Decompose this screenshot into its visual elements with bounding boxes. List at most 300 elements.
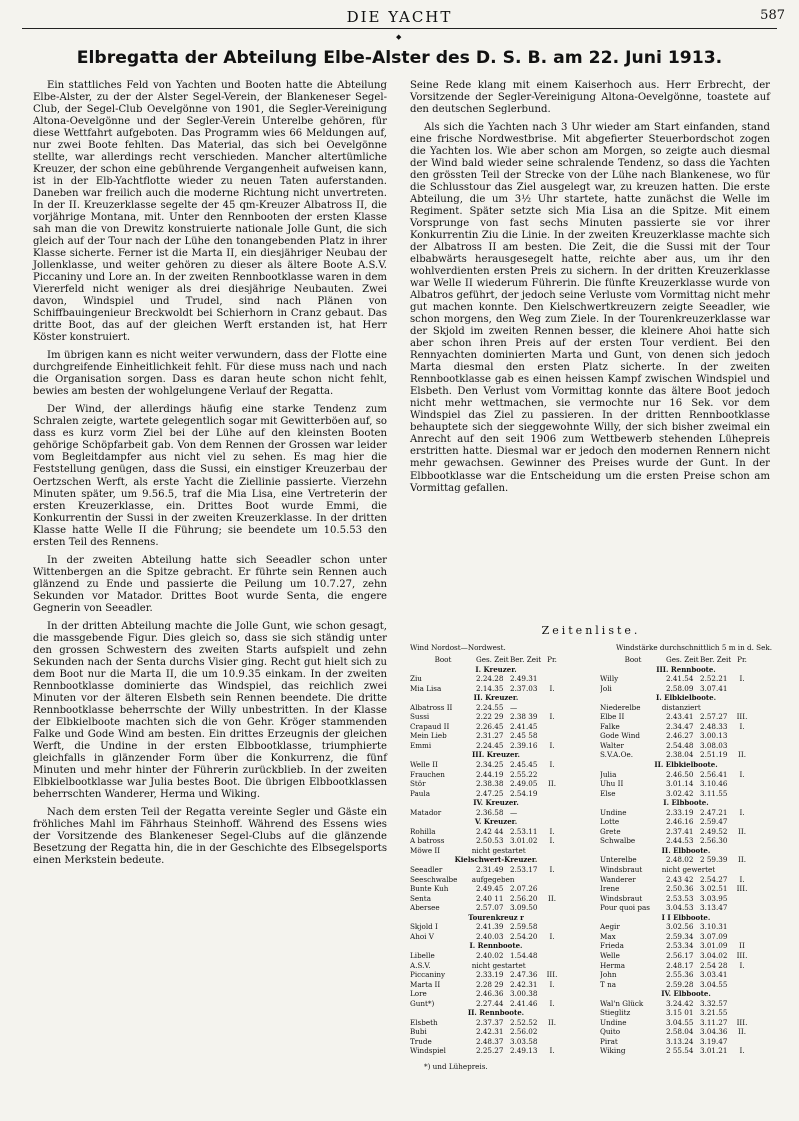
- table-row: [410, 722, 582, 732]
- boat-name: Undine: [600, 1017, 627, 1027]
- corrected-time: 3.03.58: [510, 1036, 538, 1046]
- table-row: [600, 1046, 772, 1056]
- table-row: [410, 865, 582, 875]
- boat-name: Frauchen: [410, 769, 445, 779]
- corrected-time: 2.54 28: [700, 960, 728, 970]
- total-time: 2.38.04: [666, 750, 694, 760]
- prize: [734, 789, 750, 799]
- prize: I.: [549, 1046, 555, 1056]
- table-row: [600, 865, 772, 875]
- total-time: 2.47.25: [476, 788, 504, 798]
- header-preis: Pr.: [547, 655, 557, 664]
- prize: [734, 817, 750, 827]
- prize: III.: [736, 712, 748, 722]
- total-time: 2.33.19: [666, 807, 694, 817]
- total-time: 2.53.34: [666, 941, 694, 951]
- total-time: 2.42 44: [476, 826, 504, 836]
- corrected-time: 2.56.30: [700, 836, 728, 846]
- article-headline: Elbregatta der Abteilung Elbe-Alster des D. S. B. am 22. Juni 1913.: [76, 48, 723, 68]
- total-time: 2.46.16: [666, 817, 694, 827]
- corrected-time: 2.49.05: [510, 779, 538, 789]
- prize: [544, 808, 560, 818]
- total-time: 2.40.02: [476, 950, 504, 960]
- boat-name: Trude: [410, 1036, 432, 1046]
- prize: [734, 779, 750, 789]
- total-time: 2.48.02: [666, 855, 694, 865]
- total-time: 2.48.37: [476, 1036, 504, 1046]
- boat-name: Seeschwalbe: [410, 874, 458, 884]
- prize: [734, 999, 750, 1009]
- table-row: [600, 932, 772, 942]
- boat-name: Crapaud II: [410, 721, 450, 731]
- corrected-time: 3.13.47: [700, 903, 728, 913]
- total-time: 2.26.45: [476, 721, 504, 731]
- paragraph: Der Wind, der allerdings häufig eine starke Tendenz zum Schralen zeigte, wartete gelegentlich sogar mit Gewitterböen auf, so dass es kurz vorm Ziel bei der Lühe auf den kleinsten Booten gehörige Schöpfarbeit gab. Von dem Rennen der Grossen war leider vom Begleitdampfer aus nicht viel zu sehen. Es mag hier die Feststellung genügen, dass die Sussi, ein einstiger Kreuzerbau der Oertzschen Werft, als erste Yacht die Ziellinie passierte. Vierzehn Minuten später, um 9.56.5, traf die Mia Lisa, eine Vertreterin der ersten Kreuzerklasse, ein. Drittes Boot wurde Emmi, die Konkurrentin der Sussi in der zweiten Kreuzerklasse. In der dritten Klasse hatte Welle II die Führung; sie beendete um 10.5.53 den ersten Teil des Rennens.: [33, 404, 387, 548]
- prize: [544, 722, 560, 732]
- table-row: [410, 827, 582, 837]
- table-row: [600, 731, 772, 741]
- boat-name: Frieda: [600, 941, 624, 951]
- boat-name: Elsbeth: [410, 1017, 438, 1027]
- prize: [544, 989, 560, 999]
- prize: [544, 1037, 560, 1047]
- running-title: DIE YACHT: [346, 8, 453, 26]
- boat-name: Windsbraut: [600, 893, 643, 903]
- table-row: [600, 741, 772, 751]
- total-time: 2.31.49: [476, 865, 504, 875]
- table-row: [600, 1018, 772, 1028]
- corrected-time: 2.55.22: [510, 769, 538, 779]
- boat-name: Pour quoi pas: [600, 903, 650, 913]
- boat-name: Falke: [600, 721, 620, 731]
- boat-name: Sussi: [410, 712, 430, 722]
- boat-name: Abersee: [410, 903, 440, 913]
- boat-name: Skjold I: [410, 922, 438, 932]
- corrected-time: 2.37.03: [510, 683, 538, 693]
- total-time: 2.41.54: [666, 674, 694, 684]
- table-row: [410, 961, 582, 971]
- total-time: 2.24.28: [476, 674, 504, 684]
- class-heading: IV. Kreuzer.: [473, 798, 519, 808]
- boat-name: Albatross II: [410, 702, 453, 712]
- boat-name: Herma: [600, 960, 626, 970]
- table-row: [410, 760, 582, 770]
- boat-name: Paula: [410, 788, 431, 798]
- paragraph: Nach dem ersten Teil der Regatta vereinte Segler und Gäste ein fröhliches Mahl im Fährhaus Steinhoff. Während des Essens wies der Vorsitzende des Blankeneser Segel-Clubs auf die glänzende Besetzung der Regatta hin, die in der Geschichte des Elbsegelsports einen Merkstein bedeute.: [33, 806, 387, 866]
- table-row: [410, 989, 582, 999]
- boat-name: Welle II: [410, 760, 438, 770]
- total-time: 3.15 01: [666, 1008, 694, 1018]
- prize: [567, 875, 582, 885]
- corrected-time: 2.39.16: [510, 740, 538, 750]
- boat-name: Gode Wind: [600, 731, 640, 741]
- total-time: 2.53.53: [666, 893, 694, 903]
- corrected-time: 3.00.13: [700, 731, 728, 741]
- header-rule: [22, 28, 777, 29]
- boat-name: Undine: [600, 807, 627, 817]
- prize: III.: [736, 950, 748, 960]
- boat-name: Joli: [600, 683, 612, 693]
- boat-name: Stieglitz: [600, 1008, 631, 1018]
- prize: [734, 684, 750, 694]
- table-row: [600, 827, 772, 837]
- total-time: 2.58.09: [666, 683, 694, 693]
- prize: [544, 770, 560, 780]
- class-heading: II. Rennboote.: [467, 1008, 525, 1018]
- prize: I.: [739, 807, 745, 817]
- corrected-time: 3.11.55: [700, 788, 728, 798]
- total-time: 2.34.25: [476, 760, 504, 770]
- prize: II.: [548, 1017, 556, 1027]
- prize: [544, 903, 560, 913]
- header-ber-zeit: Ber. Zeit: [700, 655, 732, 664]
- table-row: [600, 1037, 772, 1047]
- corrected-time: 3.03.41: [700, 970, 728, 980]
- total-time: 2.33.19: [476, 970, 504, 980]
- boat-name: Möwe II: [410, 845, 441, 855]
- prize: [567, 846, 582, 856]
- prize: I.: [549, 826, 555, 836]
- table-row: [600, 1027, 772, 1037]
- total-time: 2.56.17: [666, 950, 694, 960]
- paragraph: Ein stattliches Feld von Yachten und Booten hatte die Abteilung Elbe-Alster, zu der der Alster Segel-Verein, der Blankeneser Segel-Club, der Segel-Club Oevelgönne von 1901, die Segler-Vereinigung Altona-Oevelgönne und der Segler-Verein Unterelbe gehören, für diese Wettfahrt aufgeboten. Das Programm wies 66 Meldungen auf, nur zwei Boote fehlten. Das Material, das sich bei Oevelgönne stellte, war allerdings recht verschieden. Mancher altertümliche Kreuzer, der schon eine gebührende Vergangenheit aufweisen kann, ist in der Elb-Yachtflotte wieder zu neuen Taten auferstanden. Daneben war freilich auch die moderne Richtung nicht unvertreten. In der II. Kreuzerklasse segelte der 45 qm-Kreuzer Albatross II, die vorjährige Montana, mit. Unter den Rennbooten der ersten Klasse sah man die von Drewitz konstruierte nationale Jolle Gunt, die sich gleich auf der Tour nach der Lühe den tonangebenden Platz in ihrer Klasse sicherte. Ferner ist die Marta II, ein diesjähriger Neubau der Jollenklasse, und weiter gehören zu dieser als ältere Boote A.S.V. Piccaniny und Lore an. In der zweiten Rennbootklasse waren in dem Viererfeld nicht weniger als drei diesjährige Neubauten. Zwei davon, Windspiel und Trudel, sind nach Plänen von Schiffbauingenieur Breckwoldt bei Schierhorn in Cranz gebaut. Das dritte Boot, das auf der gleichen Werft erstanden ist, hat Herr Köster konstruiert.: [33, 80, 387, 344]
- boat-name: Emmi: [410, 740, 432, 750]
- corrected-time: 3.09.50: [510, 903, 538, 913]
- corrected-time: 2.54.20: [510, 931, 538, 941]
- ornament-dot: ◆: [396, 33, 402, 41]
- class-heading: Kielschwert-Kreuzer.: [454, 855, 538, 865]
- prize: II: [739, 941, 745, 951]
- corrected-time: 2.47.36: [510, 970, 538, 980]
- prize: [734, 1037, 750, 1047]
- corrected-time: 2.57.27: [700, 712, 728, 722]
- table-row: [600, 1008, 772, 1018]
- paragraph: Im übrigen kann es nicht weiter verwundern, dass der Flotte eine durchgreifende Einheitlichkeit fehlt. Für diese muss nach und nach die Organisation sorgen. Dass es daran heute schon nicht fehlt, bewies am besten der wohlgelungene Verlauf der Regatta.: [33, 350, 387, 398]
- total-time: nicht gestartet: [471, 845, 526, 855]
- boat-name: Libelle: [410, 950, 435, 960]
- header-preis: Pr.: [737, 655, 747, 664]
- prize: [544, 1027, 560, 1037]
- corrected-time: 2.54.19: [510, 788, 538, 798]
- prize: [567, 961, 582, 971]
- total-time: 3.24.42: [666, 998, 694, 1008]
- boat-name: Grete: [600, 826, 621, 836]
- conditions-line: [410, 643, 772, 652]
- prize: II.: [738, 855, 746, 865]
- boat-name: Unterelbe: [600, 855, 637, 865]
- paragraph: In der zweiten Abteilung hatte sich Seeadler schon unter Wittenbergen an die Spitze gebracht. Er führte sein Rennen auch glänzend zu Ende und passierte die Peilung um 10.7.27, zehn Sekunden vor Matador. Drittes Boot wurde Senta, die engere Gegnerin von Seeadler.: [33, 554, 387, 614]
- prize: I.: [549, 836, 555, 846]
- total-time: 2.38.38: [476, 779, 504, 789]
- prize: III.: [546, 970, 558, 980]
- table-rows: [600, 665, 772, 1056]
- table-row: [410, 674, 582, 684]
- table-row: [600, 703, 772, 713]
- corrected-time: [535, 846, 567, 856]
- boat-name: A batross: [410, 836, 445, 846]
- total-time: 3.01.14: [666, 779, 694, 789]
- table-row: [600, 875, 772, 885]
- corrected-time: 2.49.13: [510, 1046, 538, 1056]
- table-row: [600, 770, 772, 780]
- boat-name: Uhu II: [600, 779, 624, 789]
- corrected-time: 3.03.95: [700, 893, 728, 903]
- boat-name: Willy: [600, 674, 619, 684]
- corrected-time: 2.45.45: [510, 760, 538, 770]
- prize: I.: [549, 683, 555, 693]
- boat-name: Senta: [410, 893, 431, 903]
- table-row: [600, 999, 772, 1009]
- boat-name: Ahoi V: [410, 931, 434, 941]
- boat-name: Lore: [410, 989, 427, 999]
- total-time: 2.58.04: [666, 1027, 694, 1037]
- prize: I.: [549, 760, 555, 770]
- corrected-time: 2.59.47: [700, 817, 728, 827]
- prize: I.: [739, 674, 745, 684]
- table-row: [600, 980, 772, 990]
- total-time: 2.37.37: [476, 1017, 504, 1027]
- boat-name: Wiking: [600, 1046, 626, 1056]
- corrected-time: 3.04.02: [700, 950, 728, 960]
- boat-name: Wal'n Glück: [600, 998, 644, 1008]
- corrected-time: 3.04.55: [700, 979, 728, 989]
- table-row: [410, 703, 582, 713]
- results-table-left: [410, 655, 582, 1056]
- corrected-time: 2.47.21: [700, 807, 728, 817]
- total-time: 2.43.41: [666, 712, 694, 722]
- prize: [544, 731, 560, 741]
- total-time: 2.59.34: [666, 931, 694, 941]
- boat-name: Matador: [410, 807, 442, 817]
- table-row: [410, 980, 582, 990]
- table-row: [410, 894, 582, 904]
- prize: [734, 903, 750, 913]
- corrected-time: [725, 865, 757, 875]
- corrected-time: 3.02.51: [700, 884, 728, 894]
- corrected-time: 2.51.19: [700, 750, 728, 760]
- corrected-time: 2 59.39: [700, 855, 728, 865]
- footnote: *) und Lühepreis.: [424, 1061, 488, 1071]
- corrected-time: 3.07.41: [700, 683, 728, 693]
- table-row: [600, 951, 772, 961]
- boat-name: Irene: [600, 884, 620, 894]
- corrected-time: 3.00.38: [510, 989, 538, 999]
- total-time: 2.42.31: [476, 1027, 504, 1037]
- total-time: 2.44.53: [666, 836, 694, 846]
- wind-direction: Wind Nordost—Nordwest.: [410, 643, 506, 652]
- total-time: 3.02.42: [666, 788, 694, 798]
- prize: [544, 674, 560, 684]
- prize: [734, 894, 750, 904]
- corrected-time: 2.07.26: [510, 884, 538, 894]
- prize: III.: [736, 1017, 748, 1027]
- corrected-time: 2.59.58: [510, 922, 538, 932]
- table-row: [600, 961, 772, 971]
- boat-name: Windspiel: [410, 1046, 446, 1056]
- total-time: 2.41.39: [476, 922, 504, 932]
- page-number: 587: [760, 8, 785, 23]
- total-time: 2.49.45: [476, 884, 504, 894]
- corrected-time: 3.01.09: [700, 941, 728, 951]
- prize: I.: [549, 931, 555, 941]
- boat-name: S.V.A.Oe.: [600, 750, 634, 760]
- corrected-time: 3.01.02: [510, 836, 538, 846]
- table-row: [600, 903, 772, 913]
- corrected-time: 2.54.27: [700, 874, 728, 884]
- corrected-time: 3.04.36: [700, 1027, 728, 1037]
- class-heading: I. Kreuzer.: [475, 664, 517, 674]
- table-row: [410, 932, 582, 942]
- header-boot: Boot: [624, 655, 642, 664]
- boat-name: Marta II: [410, 979, 441, 989]
- table-row: [410, 684, 582, 694]
- total-time: 2.28 29: [476, 979, 504, 989]
- results-tables: [410, 655, 772, 1056]
- prize: II.: [738, 1027, 746, 1037]
- prize: I.: [549, 865, 555, 875]
- column-headers: [600, 655, 772, 665]
- total-time: 2 55.54: [666, 1046, 694, 1056]
- corrected-time: 2.49.31: [510, 674, 538, 684]
- prize: I.: [739, 721, 745, 731]
- prize: II.: [738, 750, 746, 760]
- total-time: 2.50.53: [476, 836, 504, 846]
- corrected-time: 3.01.21: [700, 1046, 728, 1056]
- boat-name: Wanderer: [600, 874, 636, 884]
- boat-name: Windsbraut: [600, 865, 643, 875]
- prize: [544, 884, 560, 894]
- corrected-time: 2.45 58: [510, 731, 538, 741]
- paragraph: Seine Rede klang mit einem Kaiserhoch aus. Herr Erbrecht, der Vorsitzende der Segler-Vereinigung Altona-Oevelgönne, toastete auf den deutschen Seglerbund.: [410, 80, 770, 116]
- total-time: nicht gewertet: [661, 865, 716, 875]
- class-heading: I. Elbboote.: [663, 798, 709, 808]
- total-time: 3.02.56: [666, 922, 694, 932]
- class-heading: V. Kreuzer.: [474, 817, 518, 827]
- table-row: [600, 884, 772, 894]
- table-row: [410, 1027, 582, 1037]
- class-heading: I. Rennboote.: [469, 941, 523, 951]
- table-row: [410, 903, 582, 913]
- prize: II.: [548, 893, 556, 903]
- total-time: distanziert: [661, 702, 701, 712]
- prize: [544, 789, 560, 799]
- table-row: [410, 999, 582, 1009]
- corrected-time: 2.56.02: [510, 1027, 538, 1037]
- boat-name: Ziu: [410, 674, 422, 684]
- table-row: [600, 808, 772, 818]
- corrected-time: 2.49.52: [700, 826, 728, 836]
- header-boot: Boot: [434, 655, 452, 664]
- prize: I.: [549, 740, 555, 750]
- corrected-time: 3.11.27: [700, 1017, 728, 1027]
- table-row: [600, 750, 772, 760]
- class-heading: I I Elbboote.: [661, 912, 711, 922]
- class-heading: III. Rennboote.: [656, 664, 716, 674]
- boat-name: Walter: [600, 740, 624, 750]
- total-time: 3.04.53: [666, 903, 694, 913]
- total-time: 2.44.19: [476, 769, 504, 779]
- table-row: [600, 789, 772, 799]
- total-time: 2.34.47: [666, 721, 694, 731]
- boat-name: John: [600, 970, 617, 980]
- corrected-time: 3.19.47: [700, 1036, 728, 1046]
- table-row: [600, 855, 772, 865]
- boat-name: Bunte Kuh: [410, 884, 449, 894]
- table-row: [410, 808, 582, 818]
- wind-strength: Windstärke durchschnittlich 5 m in d. Sek.: [615, 643, 772, 652]
- total-time: 2.43 42: [666, 874, 694, 884]
- total-time: 2.46.50: [666, 769, 694, 779]
- corrected-time: 2.56.41: [700, 769, 728, 779]
- class-heading: II. Elbboote.: [661, 845, 711, 855]
- results-table-right: [600, 655, 772, 1056]
- table-row: [600, 970, 772, 980]
- corrected-time: 2.42.31: [510, 979, 538, 989]
- total-time: nicht gestartet: [471, 960, 526, 970]
- table-row: [410, 770, 582, 780]
- boat-name: Mia Lisa: [410, 683, 442, 693]
- total-time: 2.50.36: [666, 884, 694, 894]
- total-time: 3.13.24: [666, 1036, 694, 1046]
- corrected-time: 2.53.17: [510, 865, 538, 875]
- boat-name: Mein Lieb: [410, 731, 447, 741]
- corrected-time: 3.10.31: [700, 922, 728, 932]
- boat-name: Quito: [600, 1027, 621, 1037]
- zeitenliste-title: Zeitenliste.: [541, 624, 641, 637]
- boat-name: Elbe II: [600, 712, 625, 722]
- prize: I.: [739, 769, 745, 779]
- prize: II.: [738, 826, 746, 836]
- prize: [734, 1008, 750, 1018]
- left-text-column: [33, 80, 387, 867]
- table-row: [410, 1037, 582, 1047]
- prize: [734, 980, 750, 990]
- table-row: [410, 741, 582, 751]
- prize: [734, 932, 750, 942]
- prize: I.: [549, 998, 555, 1008]
- table-row: [410, 1018, 582, 1028]
- prize: I.: [739, 874, 745, 884]
- table-row: [410, 846, 582, 856]
- boat-name: Aegir: [600, 922, 620, 932]
- paragraph: Als sich die Yachten nach 3 Uhr wieder am Start einfanden, stand eine frische Nordwestbrise. Mit abgefierter Steuerbordschot zogen die Yachten los. Wie aber schon am Morgen, so zeigte auch diesmal der Wind bald wieder seine schralende Tendenz, so dass die Yachten den grössten Teil der Strecke von der Lühe nach Blankenese, wo für die Schlusstour das Ziel ausgelegt war, zu kreuzen hatten. Die erste Abteilung, die um 3½ Uhr startete, hatte zunächst die Welle im Regiment. Später setzte sich Mia Lisa an die Spitze. Mit einem Vorsprunge von fast sechs Minuten passierte sie vor ihrer Konkurrentin Ziu die Linie. In der zweiten Kreuzerklasse machte sich der Albatross II am besten. Die Zeit, die die Sussi mit der Tour elbabwärts herausgesegelt hatte, reichte aber aus, um ihr den wohlverdienten ersten Preis zu sichern. In der dritten Kreuzerklasse war Welle II wiederum Führerin. Die fünfte Kreuzerklasse wurde von Albatros geführt, der jedoch seine Verluste vom Vormittag nicht mehr gut machen konnte. Den Kielschwertkreuzern zeigte Seeadler, wie schon morgens, den Weg zum Ziele. In der Tourenkreuzerklasse war der Skjold im zweiten Rennen besser, die kleinere Ahoi hatte sich aber schon ihren Preis auf der ersten Tour verdient. Bei den Rennyachten dominierten Marta und Gunt, von denen sich jedoch Marta diesmal den ersten Platz sicherte. In der zweiten Rennbootklasse gab es einen heissen Kampf zwischen Windspiel und Elsbeth. Den Verlust vom Vormittag konnte das ältere Boot jedoch nicht mehr wettmachen, sie vermochte nur 16 Sek. vor dem Windspiel das Ziel zu passieren. In der dritten Rennbootklasse behauptete sich der sieggewohnte Willy, der sich bisher zweimal ein Anrecht auf den seit 1906 zum Wettbewerb stehenden Lühepreis erstritten hatte. Diesmal war er jedoch den modernen Rennern nicht mehr gewachsen. Gewinner des Preises wurde der Gunt. In der Elbbootklasse war die Entscheidung um die ersten Preise schon am Vormittag gefallen.: [410, 122, 770, 494]
- boat-name: T na: [600, 979, 616, 989]
- boat-name: Seeadler: [410, 865, 443, 875]
- class-heading: IV. Elbboote.: [661, 989, 711, 999]
- table-row: [410, 951, 582, 961]
- prize: I.: [739, 960, 745, 970]
- boat-name: Gunt*): [410, 998, 435, 1008]
- total-time: 2.54.48: [666, 740, 694, 750]
- total-time: 2.37.41: [666, 826, 694, 836]
- prize: I.: [739, 1046, 745, 1056]
- table-row: [600, 674, 772, 684]
- header-ges-zeit: Ges. Zeit: [476, 655, 509, 664]
- table-row: [410, 922, 582, 932]
- paragraph: In der dritten Abteilung machte die Jolle Gunt, wie schon gesagt, die massgebende Figur. Dies gleich so, dass sie sich ständig unter den grossen Schwestern des zweiten Starts aufspielt und zehn Sekunden nach der Senta durchs Visier ging. Recht gut hielt sich zu dem Boot nur die Marta II, die um 10.9.35 einkam. In der zweiten Rennbootklasse dominierte das Windspiel, das reichlich zwei Minuten vor der älteren Elsbeth sein Rennen beendete. Die dritte Rennbootklasse beherrschte der Willy unbestritten. In der Klasse der Elbkielboote machten sich die von Gehr. Kröger stammenden Falke und Gode Wind am besten. Ein drittes Erzeugnis der gleichen Werft, die Undine in der ersten Elbbootklasse, triumphierte gleichfalls in glänzender Form über die Konkurrenz, die fünf Minuten und mehr hinter der Führerin zurückblieb. In der zweiten Elbkielbootklasse war Julia bestes Boot. Die übrigen Elbbootklassen beherrschten Wanderer, Herma und Wiking.: [33, 620, 387, 800]
- corrected-time: 2.38 39: [510, 712, 538, 722]
- class-heading: I. Elbkielboote.: [655, 693, 717, 703]
- boat-name: Lotte: [600, 817, 620, 827]
- table-row: [600, 684, 772, 694]
- corrected-time: 1.54.48: [510, 950, 538, 960]
- corrected-time: 2.48.33: [700, 721, 728, 731]
- right-text-column: [410, 80, 770, 495]
- corrected-time: 2.53.11: [510, 826, 538, 836]
- table-row: [600, 941, 772, 951]
- boat-name: Pirat: [600, 1036, 618, 1046]
- table-row: [410, 712, 582, 722]
